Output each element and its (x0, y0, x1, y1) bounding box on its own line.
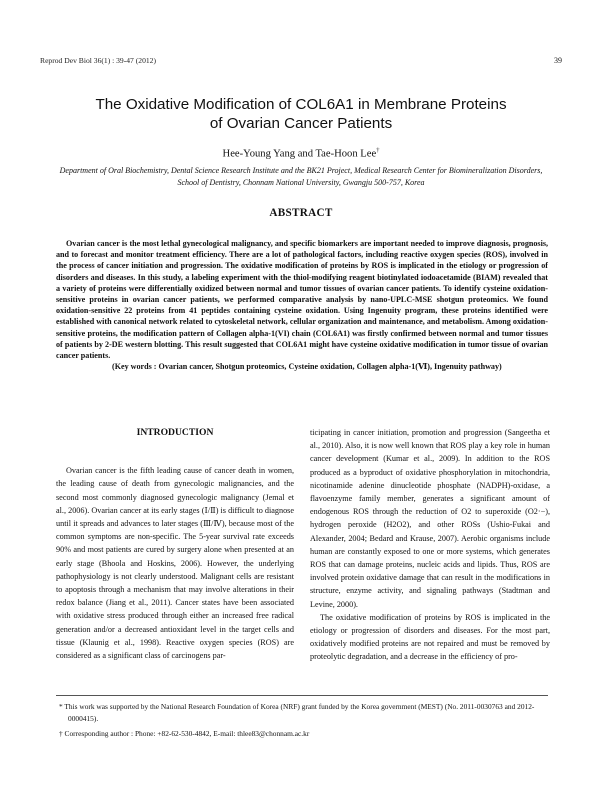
article-title (40, 95, 562, 133)
introduction-heading: INTRODUCTION (136, 427, 214, 438)
intro-paragraph-2: The oxidative modification of proteins by ROS is implicated in the etiology or progression of disorders and diseases. For the most part, oxidatively modified proteins are not repaired and must be removed by proteolytic degradation, and a decrease in the efficiency of pro- (310, 612, 550, 662)
corresponding-mark: † (376, 147, 380, 154)
title-line-1: The Oxidative Modification of COL6A1 in Membrane Proteins (95, 96, 507, 113)
journal-reference: Reprod Dev Biol 36(1) : 39-47 (2012) (40, 56, 156, 65)
page-number: 39 (554, 56, 562, 65)
abstract-text: Ovarian cancer is the most lethal gynecological malignancy, and specific biomarkers are important needed to improve diagnosis, prognosis, and to forecast and monitor treatment efficiency. There are a lot of pathological factors, including reactive oxygen species (ROS), involved in the process of cancer initiation and progression. The oxidative modification of proteins by ROS is implicated in the etiology or progression of disorders and diseases. In this study, a labeling experiment with the thiol-modifying reagent biotinylated iodoacetamide (BIAM) revealed that a variety of proteins were differentially oxidized between normal and tumor tissues of ovarian cancer patients. To identify cysteine oxidation-sensitive proteins in ovarian cancer patients, we performed comparative analysis by nano-UPLC-MSE shotgun proteomics. We found oxidation-sensitive 22 proteins from 41 peptides containing cysteine oxidation. Using Ingenuity program, these proteins identified were established with canonical network related to cytoskeletal network, cellular organization and maintenance, and metabolism. Among oxidation-sensitive proteins, the modification pattern of Collagen alpha-1(VI) chain (COL6A1) was firstly confirmed between normal and tumor tissues of patients by 2-DE western blotting. This result suggested that COL6A1 might have cysteine oxidative modification in tumor tissue of ovarian cancer patients. (56, 239, 548, 361)
abstract-body (56, 238, 548, 372)
funding-footnote: * This work was supported by the National Research Foundation of Korea (NRF) grant funded by the Korea government (MEST) (No. 2011-0030763 and 2012-0000415). (59, 702, 535, 723)
left-column (56, 420, 294, 662)
footnotes (56, 701, 550, 740)
affiliation: Department of Oral Biochemistry, Dental Science Research Institute and the BK21 Project, Medical Research Center for Biomineralization Disorders, School of Dentistry, Chonnam National University, Gwangju 500-757, Korea (59, 166, 543, 187)
intro-paragraph-1: Ovarian cancer is the fifth leading cause of cancer death in women, the leading cause of death from gynecologic malignancies, and the second most commonly diagnosed gynecologic malignancy (Jemal et al., 2006). Ovarian cancer at its early stages (Ⅰ/Ⅱ) is difficult to diagnose until it spreads and advances to later stages (Ⅲ/Ⅳ), because most of the common symptoms are non-specific. The 5-year survival rate exceeds 90% and most patients are cured by surgery alone when presented at an early stage (Bhoola and Hoskins, 2006). However, the underlying pathophysiology is not clearly understood. Malignant cells are resistant to apoptosis through a mechanism that may involve alterations in their redox balance (Jiang et al., 2011). Cancer states have been associated with oxidative stress produced through either an increased free radical generation and/or a decreased antioxidant level in the target cells and tissue (Klaunig et al., 1998). Reactive oxygen species (ROS) are considered as a significant class of carcinogens par- (56, 466, 294, 661)
intro-paragraph-1-continued: ticipating in cancer initiation, promotion and progression (Sangeetha et al., 2010). Also, it is now well known that ROS play a key role in human cancer development (Kumar et al., 2009). In addition to the ROS produced as a byproduct of oxidative phosphorylation in mitochondria, nicotinamide adenine dinucleotide phosphate (NADPH)-oxidase, a flavoenzyme family member, generates a significant amount of endogenous ROS through the reduction of O2 to superoxide (O2·−), hydrogen peroxide (H2O2), and other ROSs (Ushio-Fukai and Alexander, 2004; Bedard and Krause, 2007). Aerobic organisms include human are constantly exposed to one or more systems, which generates ROS that can damage proteins, nucleic acids and lipids. Thus, ROS are involved protein oxidative damage that can result in the modifications in structure, enzyme activity, and signaling pathways (Stadtman and Levine, 2000). (310, 428, 550, 609)
author-names: Hee-Young Yang and Tae-Hoon Lee (222, 148, 377, 160)
abstract-heading: ABSTRACT (269, 207, 333, 219)
footnote-divider (56, 695, 548, 696)
keywords: (Key words : Ovarian cancer, Shotgun proteomics, Cysteine oxidation, Collagen alpha-1(Ⅵ), Ingenuity pathway) (112, 362, 502, 372)
right-column (310, 426, 550, 664)
author-line (40, 147, 562, 160)
corresponding-author-footnote: † Corresponding author : Phone: +82-62-530-4842, E-mail: thlee83@chonnam.ac.kr (59, 729, 310, 739)
title-line-2: of Ovarian Cancer Patients (209, 115, 393, 132)
